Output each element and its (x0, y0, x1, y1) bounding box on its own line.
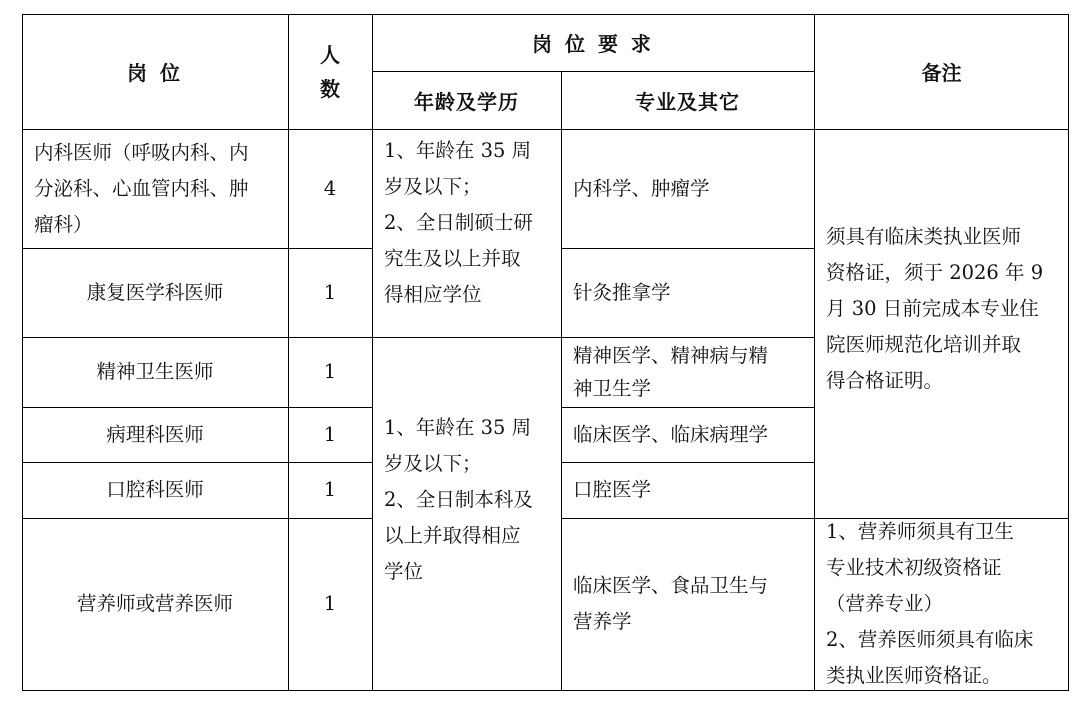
header-notes (814, 14, 1069, 129)
recruitment-table (22, 14, 1069, 690)
age-education-text: 1、年龄在 35 周 岁及以下； 2、全日制硕士研 究生及以上并取 得相应学位 (384, 139, 533, 306)
count-value: 1 (323, 360, 337, 383)
table-row-count (288, 518, 372, 690)
position-label: 营养师或营养医师 (76, 592, 233, 615)
major-label: 口腔医学 (573, 478, 652, 501)
age-education-group-1 (372, 129, 561, 337)
position-label: 内科医师（呼吸内科、内 分泌科、心血管内科、肿 瘤科） (34, 140, 249, 236)
table-row-major (561, 337, 814, 407)
major-label: 临床医学、临床病理学 (573, 422, 769, 446)
position-label: 康复医学科医师 (86, 280, 224, 304)
major-label: 针灸推拿学 (573, 280, 671, 304)
table-row-count (288, 337, 372, 407)
major-label: 精神医学、精神病与精 神卫生学 (573, 344, 769, 400)
notes-group-2 (814, 518, 1069, 690)
position-label: 病理科医师 (106, 422, 204, 446)
table-row-major (561, 462, 814, 518)
header-notes-label: 备注 (921, 61, 962, 85)
header-position (22, 14, 288, 129)
table-row-count (288, 129, 372, 248)
notes-text: 须具有临床类执业医师 资格证，须于 2026 年 9 月 30 日前完成本专业住 院医师规范化培训并取 得合格证明。 (826, 225, 1044, 392)
table-row-major (561, 407, 814, 462)
count-value: 1 (323, 478, 337, 501)
major-label: 临床医学、食品卫生与 营养学 (573, 574, 769, 633)
count-value: 1 (323, 592, 337, 615)
age-education-text: 1、年龄在 35 周 岁及以下； 2、全日制本科及 以上并取得相应 学位 (384, 416, 533, 583)
header-major-other-label: 专业及其它 (635, 89, 740, 114)
count-value: 4 (323, 176, 337, 200)
table-row-count (288, 462, 372, 518)
table-row-position (22, 462, 288, 518)
header-major-other (561, 71, 814, 129)
header-count (288, 14, 372, 129)
position-label: 精神卫生医师 (96, 360, 214, 383)
count-value: 1 (323, 422, 337, 446)
major-label: 内科学、肿瘤学 (573, 176, 710, 200)
table-row-count (288, 248, 372, 337)
notes-group-1 (814, 129, 1069, 518)
table-row-position (22, 518, 288, 690)
table-row-major (561, 129, 814, 248)
table-row-major (561, 248, 814, 337)
header-age-education (372, 71, 561, 129)
header-count-label: 人 数 (320, 42, 340, 101)
table-row-position (22, 248, 288, 337)
table-row-major (561, 518, 814, 690)
table-row-position (22, 129, 288, 248)
header-requirements-label: 岗 位 要 求 (532, 32, 654, 56)
position-label: 口腔科医师 (106, 478, 204, 501)
table-row-count (288, 407, 372, 462)
notes-text: 1、营养师须具有卫生 专业技术初级资格证 （营养专业） 2、营养医师须具有临床 类执业医师资格证。 (826, 520, 1034, 687)
table-row-position (22, 407, 288, 462)
header-requirements (372, 14, 814, 71)
header-position-label: 岗 位 (127, 61, 183, 85)
age-education-group-2 (372, 337, 561, 690)
header-age-education-label: 年龄及学历 (414, 89, 519, 114)
table-row-position (22, 337, 288, 407)
count-value: 1 (323, 280, 337, 304)
